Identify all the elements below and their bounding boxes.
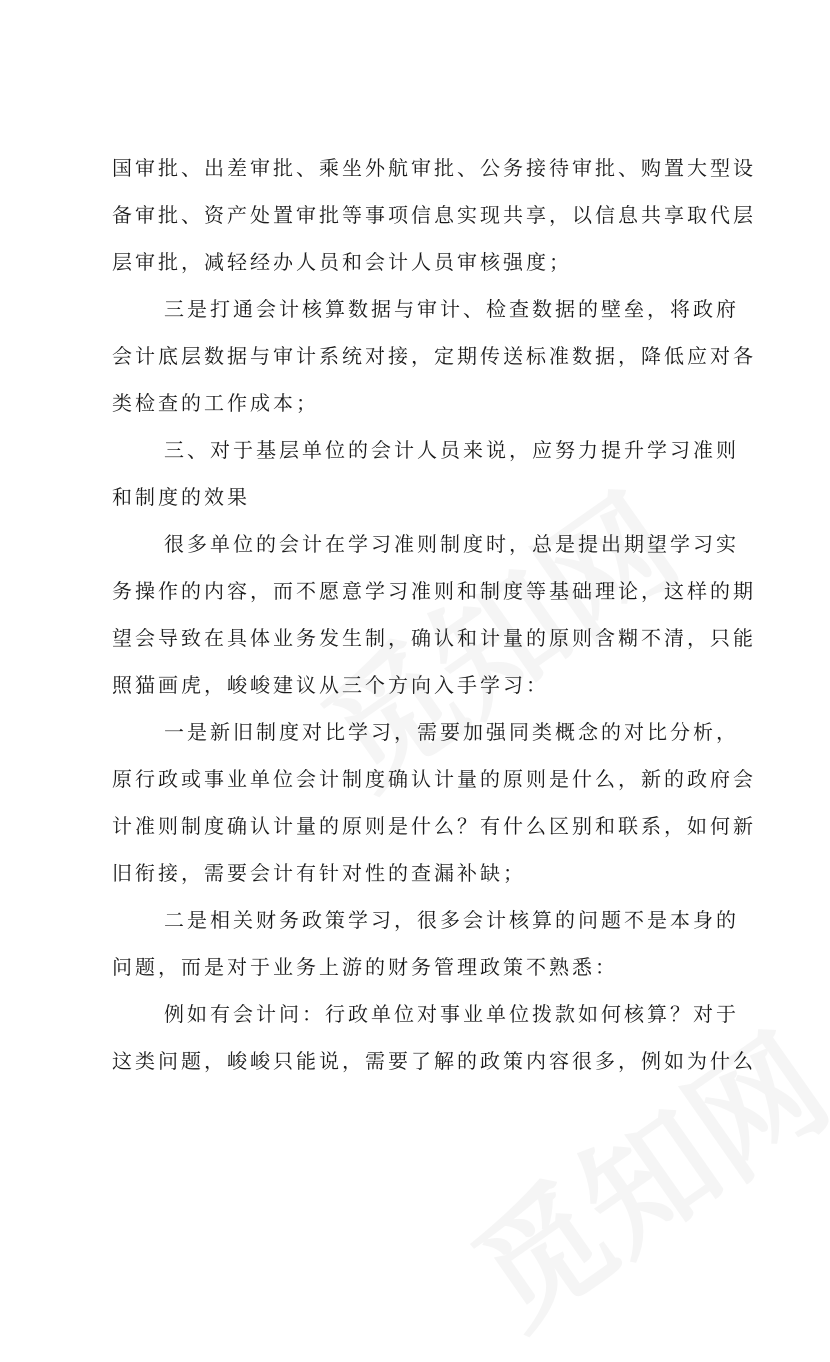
text-line: 会计底层数据与审计系统对接，定期传送标准数据，降低应对各 [112, 344, 756, 368]
text-line: 层审批，减轻经办人员和会计人员审核强度； [112, 250, 572, 274]
text-line: 备审批、资产处置审批等事项信息实现共享，以信息共享取代层 [112, 203, 756, 227]
text-line: 照猫画虎，峻峻建议从三个方向入手学习： [112, 673, 549, 697]
text-line: 类检查的工作成本； [112, 391, 319, 415]
text-line: 务操作的内容，而不愿意学习准则和制度等基础理论，这样的期 [112, 579, 756, 603]
text-line: 国审批、出差审批、乘坐外航审批、公务接待审批、购置大型设 [112, 156, 756, 180]
text-line: 计准则制度确认计量的原则是什么？有什么区别和联系，如何新 [112, 814, 756, 838]
text-line: 一是新旧制度对比学习，需要加强同类概念的对比分析， [164, 720, 739, 744]
section-heading: 三、对于基层单位的会计人员来说，应努力提升学习准则 [164, 438, 739, 462]
text-line: 例如有会计问：行政单位对事业单位拨款如何核算？对于 [164, 1002, 739, 1026]
text-line: 三是打通会计核算数据与审计、检查数据的壁垒，将政府 [164, 297, 739, 321]
text-line: 问题，而是对于业务上游的财务管理政策不熟悉： [112, 955, 618, 979]
text-line: 这类问题，峻峻只能说，需要了解的政策内容很多，例如为什么 [112, 1049, 756, 1073]
text-line: 旧衔接，需要会计有针对性的查漏补缺； [112, 861, 526, 885]
section-heading: 和制度的效果 [112, 485, 250, 509]
text-line: 很多单位的会计在学习准则制度时，总是提出期望学习实 [164, 532, 739, 556]
body-text [112, 145, 756, 1085]
text-line: 二是相关财务政策学习，很多会计核算的问题不是本身的 [164, 908, 739, 932]
text-line: 原行政或事业单位会计制度确认计量的原则是什么，新的政府会 [112, 767, 756, 791]
text-line: 望会导致在具体业务发生制，确认和计量的原则含糊不清，只能 [112, 626, 756, 650]
